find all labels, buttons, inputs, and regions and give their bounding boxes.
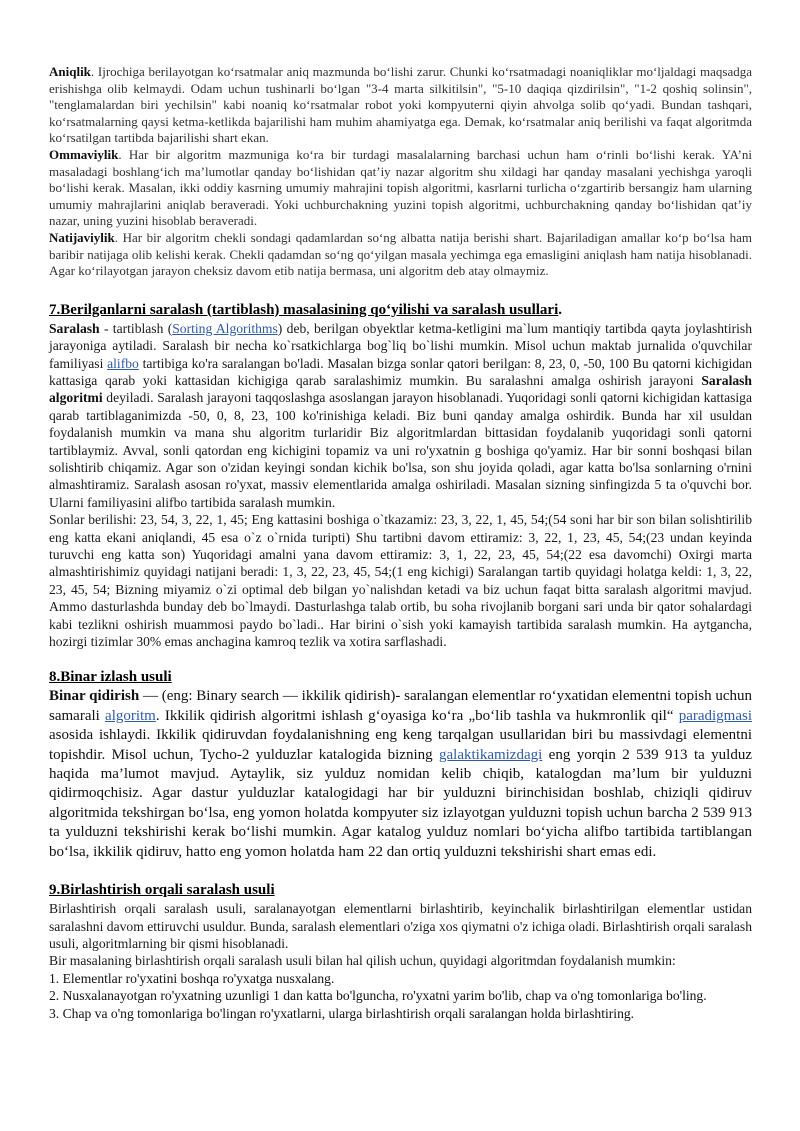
section-7-paragraph-1	[49, 320, 752, 511]
list-item: 2. Nusxalanayotgan ro'yxatning uzunligi 1 dan katta bo'lguncha, ro'yxatni yarim bo'lib, chap va o'ng tomonlariga bo'ling.	[49, 988, 707, 1004]
section-7-title: 7.Berilganlarni saralash (tartiblash) masalasining qo‘yilishi va saralash usullari	[49, 301, 559, 318]
galaktikamizdagi-link[interactable]: galaktikamizdagi	[439, 746, 543, 763]
section-9-heading: 9.Birlashtirish orqali saralash usuli	[49, 882, 275, 899]
list-item: 3. Chap va o'ng tomonlariga bo'lingan ro'yxatlarni, ularga birlashtirish orqali saralangan holda birlashtiring.	[49, 1005, 635, 1021]
section-7-heading	[49, 301, 752, 320]
section-8-paragraph	[49, 687, 752, 862]
binar-qidirish-term: Binar qidirish	[49, 688, 140, 705]
saralash-text-a: - tartiblash (	[99, 320, 173, 336]
paradigmasi-link[interactable]: paradigmasi	[678, 707, 753, 724]
list-item: 1. Elementlar ro'yxatini boshqa ro'yxatga nusxalang.	[49, 970, 335, 986]
binar-text-c: asosida ishlaydi. Ikkilik qidiruvdan foydalanishning eng keng tarqalgan usullaridan biri bu massivdagi elementni topishdir. Misol uchun, Tycho-2 yulduzlar katalogida bizning	[49, 727, 752, 763]
natijaviylik-text: . Har bir algoritm chekli sondagi qadamlardan so‘ng albatta natija berishi shart. Bajariladigan amallar ko‘p bo‘lsa ham baribir natijaga olib kelishi kerak. Chekli qadamdan so‘ng qo‘yilgan masala yechimga ega emasligini aniqlash ham natija hisoblanadi. Agar ko‘rilayotgan jarayon cheksiz davom etib natija bermasa, uni algoritm deb atay olmaymiz.	[49, 229, 752, 279]
binar-text-a: — (eng: Binary search — ikkilik qidirish)- saralangan elementlar ro‘yxatidan elementni topish uchun samarali	[49, 688, 752, 724]
saralash-text-b: ) deb, berilgan obyektlar ketma-ketligini ma`lum mantiqiy tartibda qayta joylashtirish jarayoniga aytiladi. Saralash bir necha ko`rsatkichlarga bog`liq bo`lishi mumkin. Misol uchun maktab jurnalida o'quvchilar familiyasi	[49, 320, 752, 371]
natijaviylik-term: Natijaviylik	[49, 229, 115, 245]
section-9-paragraph: Birlashtirish orqali saralash usuli, saralanayotgan elementlarni birlashtirib, keyinchalik birlashtirilgan elementlar ustidan saralashni davom ettiruvchi usuldur. Bunda, saralash elementlari o'ziga xos qiymatni o'z ichiga oladi. Birlashtirish orqali saralash usuli, algoritmlarning bir qismi hisoblanadi.	[49, 901, 752, 951]
sorting-algorithms-link[interactable]: Sorting Algorithms	[172, 320, 278, 336]
saralash-term: Saralash	[49, 320, 100, 336]
saralash-text-d: deyiladi. Saralash jarayoni taqqoslashga asoslangan jarayon hisoblanadi. Yuqoridagi sonli qatorni kichigidan kattasiga qarab tartiblaganimizda -50, 0, 8, 23, 100 ko'rinishiga keladi. Biz buni qanday amalga oshirdik. Bunda har xil usuldan foydalanish mumkin va mana shu algoritm turlaridir Biz algoritmlardan bittasidan foydalanib yuqoridagi sonli qatorni tartiblaymiz. Avval, sonli qatordan eng kichigini topamiz va uni ro'yxatnin g boshiga qo'yamiz. Har bir sonni boshqasi bilan solishtirib chiqamiz. Agar son o'zidan keyingi sondan kichik bo'lsa, son shu joyida qoladi, agar katta bo'lsa sonlarning o'rnini almashtiramiz. Saralash asosan ro'yxat, massiv elementlarida amalga oshiriladi. Masalan sizning sinfingizda 5 ta o'quvchi bor. Ularni familiyasini alifbo tartibida saralash mumkin.	[49, 390, 752, 510]
binar-text-b: . Ikkilik qidirish algoritmi ishlash g‘oyasiga ko‘ra „bo‘lib tashla va hukmronlik qil“	[155, 707, 679, 724]
binar-text-d: eng yorqin 2 539 913 ta yulduz haqida ma’lumot mavjud. Aytaylik, siz yulduz nomidan kelib chiqib, katalogdan ma’lum bir yulduzni qidirmoqchisiz. Agar dastur yulduzlar katalogidagi har bir yulduzni birinchisidan boshlab, chiziqli qidiruv algoritmida tekshirgan bo‘lsa, eng yomon holatda kompyuter siz izlayotgan yulduzni topish uchun barcha 2 539 913 ta yulduzni tekshirishi kerak bo‘lishi mumkin. Agar katalog yulduz nomlari bo‘yicha alifbo tartibida tartiblangan bo‘lsa, ikkilik qidiruv, hatto eng yomon holatda ham 22 dan ortiq yulduzni tekshirishi shart emas edi.	[49, 746, 752, 860]
section-7-title-dot: .	[558, 301, 562, 318]
section-9-intro: Bir masalaning birlashtirish orqali saralash usuli bilan hal qilish uchun, quyidagi algoritmdan foydalanish mumkin:	[49, 953, 676, 969]
section-8-heading: 8.Binar izlash usuli	[49, 669, 172, 686]
merge-sort-steps	[49, 970, 752, 1022]
saralash-algoritmi-term: Saralash algoritmi	[49, 372, 752, 406]
natijaviylik-paragraph	[49, 230, 752, 280]
aniqlik-text: . Ijrochiga berilayotgan ko‘rsatmalar aniq mazmunda bo‘lishi zarur. Chunki ko‘rsatmadagi noaniqliklar mo‘ljaldagi maqsadga erishishga olib kelmaydi. Odam uchun tushinarli bo‘lgan "3-4 marta silkitilsin", "5-10 daqiqa qizdirilsin", "1-2 qoshiq solinsin", "tenglamalardan biri yechilsin" kabi noaniq ko‘rsatmalar robot yoki kompyuterni qiyin ahvolga solib qo‘yadi. Bundan tashqari, ko‘rsatmalarning qaysi ketma-ketlikda bajarilishi ham muhim ahamiyatga ega. Demak, ko‘rsatmalar aniq berilishi va faqat algoritmda ko‘rsatilgan tartibda bajarilishi shart ekan.	[49, 64, 752, 146]
saralash-text-c: tartibiga ko'ra saralangan bo'ladi. Masalan bizga sonlar qatori berilgan: 8, 23, 0, -50, 100 Bu qatorni kichigidan kattasiga qarab yoki kattasidan kichigiga qarab saralashimiz mumkin. Bu saralashni amalga oshirish jarayoni	[49, 355, 752, 388]
algoritm-link[interactable]: algoritm	[105, 707, 156, 724]
aniqlik-term: Aniqlik	[49, 64, 91, 79]
ommaviylik-term: Ommaviylik	[49, 146, 119, 162]
alifbo-link[interactable]: alifbo	[107, 355, 139, 371]
aniqlik-paragraph	[49, 64, 752, 147]
section-7-paragraph-2: Sonlar berilishi: 23, 54, 3, 22, 1, 45; Eng kattasini boshiga o`tkazamiz: 23, 3, 22, 1, 45, 54;(54 soni har bir son bilan solishtirilib eng katta ekani aniqlandi, 45 esa o`z o`rnida turipti) Shu tartibni davom ettiramiz: 3, 22, 1, 23, 45, 54;(23 undan keyinda turuvchi eng katta son) Yuqoridagi amalni yana davom ettiramiz: 3, 1, 22, 23, 45, 54;(22 esa davomchi) Oxirgi marta almashtirishimiz quyidagi natijani beradi: 1, 3, 22, 23, 45, 54;(1 eng kichigi) Saralangan tartib quyidagi holatga keldi: 1, 3, 22, 23, 45, 54; Bizning miyamiz o`zi optimal deb bilgan yo`nalishdan ketadi va biz uchun faqat bitta saralash algoritmi mavjud. Ammo dasturlashda bunday deb bo`lmaydi. Dasturlashga talab ortib, bu soha rivojlanib borgani sari unda bir qator sohalardagi kabi tezlikni oshirish muammosi paydo bo`ladi.. Har birini o`sish yoki kamayish tartibida saralash mumkin. Ha aytgancha, hozirgi tizimlar 30% emas anchagina kamroq tezlik va xotira sarflashadi.	[49, 512, 752, 650]
ommaviylik-paragraph	[49, 147, 752, 230]
ommaviylik-text: . Har bir algoritm mazmuniga ko‘ra bir turdagi masalalarning barchasi uchun ham o‘rinli bo‘lishi kerak. YA’ni masaladagi boshlang‘ich ma’lumotlar qanday bo‘lishidan qat’iy nazar algoritm shu xildagi har qanday masalani yechishga yaroqli bo‘lishi kerak. Masalan, ikki oddiy kasrning umumiy mahrajini topish algoritmi, kasrlarni turlicha o‘zgartirib bersangiz ham ularning umumiy mahrajlarini aniqlab beraveradi. Yoki uchburchakning yuzini topish algoritmi, uchburchakning qanday bo‘lishidan qat’iy nazar, uning yuzini hisoblab beraveradi.	[49, 146, 752, 229]
